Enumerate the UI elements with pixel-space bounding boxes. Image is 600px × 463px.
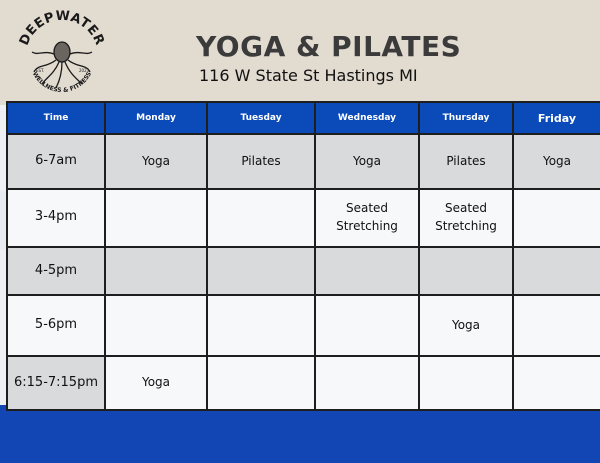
class-cell: Yoga — [419, 295, 513, 356]
page-title: YOGA & PILATES — [196, 30, 462, 63]
class-cell: Seated Stretching — [419, 189, 513, 247]
address-text: 116 W State St Hastings MI — [199, 66, 418, 85]
time-cell: 3-4pm — [7, 189, 105, 247]
class-cell — [105, 189, 207, 247]
class-cell: Yoga — [105, 356, 207, 410]
class-cell: Yoga — [315, 134, 419, 189]
svg-text:DEEPWATER: DEEPWATER — [16, 10, 108, 48]
class-cell — [513, 295, 600, 356]
class-cell — [207, 356, 315, 410]
class-cell: Yoga — [513, 134, 600, 189]
table-row — [7, 295, 600, 356]
column-header-tuesday: Tuesday — [207, 102, 315, 134]
column-header-friday: Friday — [513, 102, 600, 134]
time-cell: 5-6pm — [7, 295, 105, 356]
svg-text:EST.: EST. — [36, 68, 45, 73]
table-row — [7, 356, 600, 410]
class-cell — [315, 247, 419, 296]
class-cell — [513, 356, 600, 410]
column-header-monday: Monday — [105, 102, 207, 134]
class-cell — [105, 295, 207, 356]
column-header-time: Time — [7, 102, 105, 134]
class-cell — [207, 189, 315, 247]
class-schedule-table — [6, 101, 600, 411]
class-cell — [315, 356, 419, 410]
table-row — [7, 189, 600, 247]
svg-text:WELLNESS & FITNESS: WELLNESS & FITNESS — [30, 70, 94, 95]
table-row — [7, 134, 600, 189]
deepwater-logo — [16, 10, 108, 102]
class-cell — [419, 356, 513, 410]
class-cell — [105, 247, 207, 296]
class-cell — [513, 247, 600, 296]
class-cell — [315, 295, 419, 356]
class-cell: Pilates — [419, 134, 513, 189]
class-cell — [419, 247, 513, 296]
svg-text:2023: 2023 — [79, 68, 90, 73]
column-header-thursday: Thursday — [419, 102, 513, 134]
time-cell: 4-5pm — [7, 247, 105, 296]
class-cell — [207, 295, 315, 356]
time-cell: 6-7am — [7, 134, 105, 189]
table-header-row — [7, 102, 600, 134]
column-header-wednesday: Wednesday — [315, 102, 419, 134]
octopus-logo-icon — [16, 10, 108, 102]
footer-band — [0, 405, 600, 463]
table-row — [7, 247, 600, 296]
time-cell: 6:15-7:15pm — [7, 356, 105, 410]
class-cell: Seated Stretching — [315, 189, 419, 247]
class-cell: Pilates — [207, 134, 315, 189]
class-cell — [207, 247, 315, 296]
class-cell: Yoga — [105, 134, 207, 189]
class-cell — [513, 189, 600, 247]
